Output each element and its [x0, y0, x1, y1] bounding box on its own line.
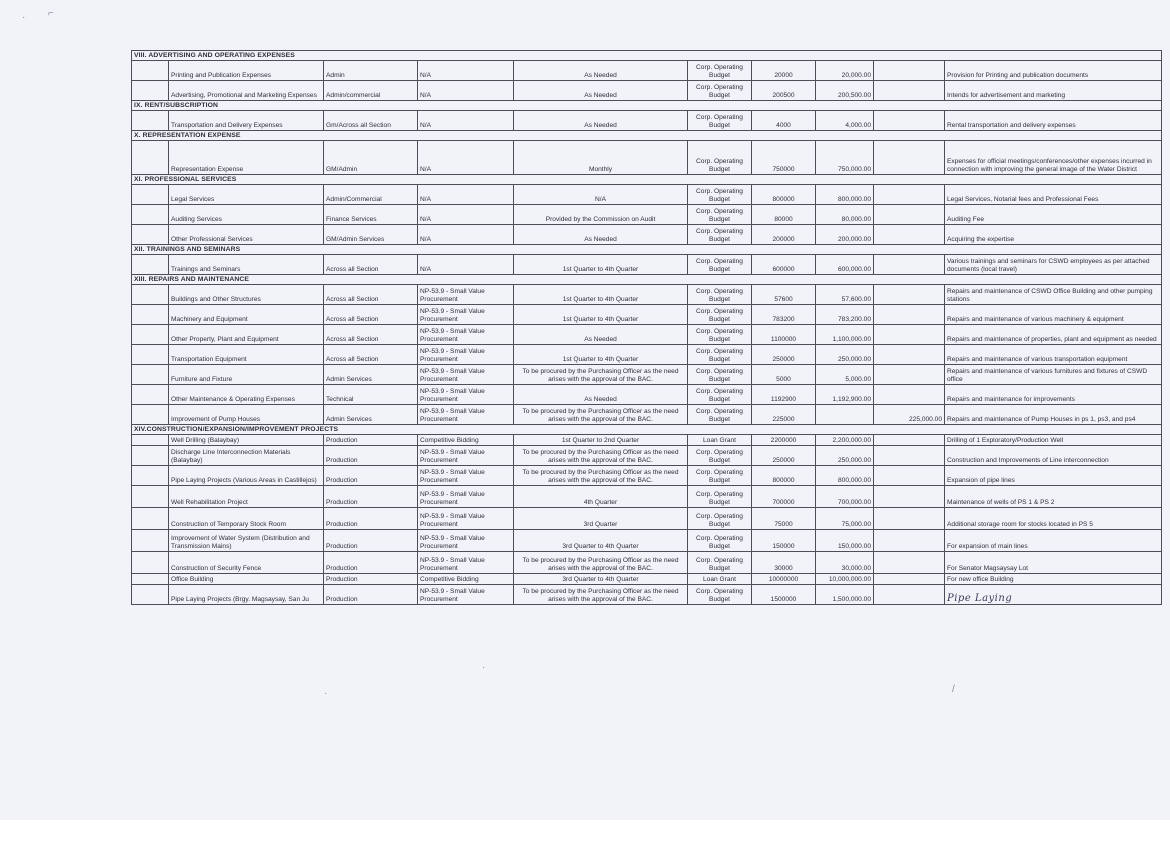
cell-remarks: Additional storage room for stocks located in PS 5	[945, 508, 1162, 530]
cell-office: Production	[324, 552, 418, 574]
cell-mode: Competitive Bidding	[418, 574, 514, 585]
cell-extra	[874, 435, 945, 446]
cell-office: Across all Section	[324, 305, 418, 325]
scan-mark: /	[952, 684, 955, 695]
cell-source: Corp. Operating Budget	[688, 365, 752, 385]
table-row	[132, 141, 1162, 175]
cell-extra	[874, 285, 945, 305]
cell-remarks: Expansion of pipe lines	[945, 466, 1162, 486]
section-title: XIV.CONSTRUCTION/EXPANSION/IMPROVEMENT PROJECTS	[132, 425, 1162, 435]
cell-remarks: Various trainings and seminars for CSWD employees as per attached documents (local travel)	[945, 255, 1162, 275]
cell-item: Improvement of Pump Houses	[169, 405, 324, 425]
cell-extra	[874, 325, 945, 345]
cell-schedule: 1st Quarter to 4th Quarter	[514, 285, 688, 305]
cell-extra	[874, 141, 945, 175]
cell-mode: NP-53.9 - Small Value Procurement	[418, 365, 514, 385]
cell-extra	[874, 585, 945, 605]
cell-office: Gm/Across all Section	[324, 111, 418, 131]
cell-remarks: Drilling of 1 Exploratory/Production Well	[945, 435, 1162, 446]
cell-amount: 750000	[752, 141, 816, 175]
cell-amount: 5000	[752, 365, 816, 385]
cell-item: Other Maintenance & Operating Expenses	[169, 385, 324, 405]
cell-mode: NP-53.9 - Small Value Procurement	[418, 405, 514, 425]
cell-amount: 225000	[752, 405, 816, 425]
cell-source: Corp. Operating Budget	[688, 305, 752, 325]
cell-schedule: 3rd Quarter to 4th Quarter	[514, 530, 688, 552]
cell-extra	[874, 81, 945, 101]
cell-amount: 2200000	[752, 435, 816, 446]
cell-total: 57,600.00	[816, 285, 874, 305]
cell-office: Production	[324, 508, 418, 530]
table-row	[132, 305, 1162, 325]
cell-source: Corp. Operating Budget	[688, 141, 752, 175]
cell-schedule: N/A	[514, 185, 688, 205]
cell-extra	[874, 185, 945, 205]
cell-schedule: To be procured by the Purchasing Officer as the need arises with the approval of the BAC.	[514, 585, 688, 605]
section-header-row	[132, 175, 1162, 185]
cell-mode: NP-53.9 - Small Value Procurement	[418, 530, 514, 552]
cell-remarks: For Senator Magsaysay Lot	[945, 552, 1162, 574]
cell-extra	[874, 225, 945, 245]
table-row	[132, 345, 1162, 365]
cell-office: Across all Section	[324, 325, 418, 345]
cell-office: Production	[324, 585, 418, 605]
section-title: XII. TRAININGS AND SEMINARS	[132, 245, 1162, 255]
cell-remarks	[945, 585, 1162, 605]
cell-remarks: Acquiring the expertise	[945, 225, 1162, 245]
cell-mode: NP-53.9 - Small Value Procurement	[418, 385, 514, 405]
cell-schedule: 1st Quarter to 4th Quarter	[514, 345, 688, 365]
cell-blank	[132, 385, 169, 405]
cell-mode: NP-53.9 - Small Value Procurement	[418, 486, 514, 508]
cell-remarks: Auditing Fee	[945, 205, 1162, 225]
cell-schedule: 3rd Quarter to 4th Quarter	[514, 574, 688, 585]
cell-item: Well Drilling (Balaybay)	[169, 435, 324, 446]
table-row	[132, 365, 1162, 385]
cell-schedule: As Needed	[514, 61, 688, 81]
cell-extra	[874, 508, 945, 530]
cell-extra	[874, 61, 945, 81]
cell-total: 200,000.00	[816, 225, 874, 245]
cell-item: Transportation and Delivery Expenses	[169, 111, 324, 131]
cell-source: Corp. Operating Budget	[688, 185, 752, 205]
cell-total: 1,500,000.00	[816, 585, 874, 605]
cell-total: 800,000.00	[816, 185, 874, 205]
table-row	[132, 486, 1162, 508]
section-title: VIII. ADVERTISING AND OPERATING EXPENSES	[132, 51, 1162, 61]
cell-source: Corp. Operating Budget	[688, 385, 752, 405]
cell-blank	[132, 285, 169, 305]
table-row	[132, 585, 1162, 605]
section-header-row	[132, 275, 1162, 285]
cell-source: Corp. Operating Budget	[688, 530, 752, 552]
cell-source: Corp. Operating Budget	[688, 466, 752, 486]
cell-total: 700,000.00	[816, 486, 874, 508]
cell-mode: NP-53.9 - Small Value Procurement	[418, 466, 514, 486]
cell-schedule: Monthly	[514, 141, 688, 175]
cell-amount: 30000	[752, 552, 816, 574]
cell-amount: 20000	[752, 61, 816, 81]
table-row	[132, 285, 1162, 305]
cell-item: Construction of Security Fence	[169, 552, 324, 574]
cell-remarks: For new office Building	[945, 574, 1162, 585]
cell-blank	[132, 508, 169, 530]
cell-total: 5,000.00	[816, 365, 874, 385]
cell-office: Admin Services	[324, 405, 418, 425]
cell-remarks: Repairs and maintenance for improvements	[945, 385, 1162, 405]
cell-extra	[874, 486, 945, 508]
cell-source: Corp. Operating Budget	[688, 446, 752, 466]
cell-mode: NP-53.9 - Small Value Procurement	[418, 552, 514, 574]
cell-office: Technical	[324, 385, 418, 405]
cell-schedule: As Needed	[514, 111, 688, 131]
cell-office: Production	[324, 530, 418, 552]
cell-amount: 800000	[752, 466, 816, 486]
cell-blank	[132, 325, 169, 345]
cell-extra	[874, 574, 945, 585]
cell-blank	[132, 405, 169, 425]
cell-extra	[874, 530, 945, 552]
cell-total: 1,100,000.00	[816, 325, 874, 345]
cell-source: Loan Grant	[688, 574, 752, 585]
cell-remarks: Repairs and maintenance of various transportation equipment	[945, 345, 1162, 365]
cell-extra	[874, 446, 945, 466]
cell-total: 2,200,000.00	[816, 435, 874, 446]
cell-source: Corp. Operating Budget	[688, 111, 752, 131]
cell-office: Finance Services	[324, 205, 418, 225]
cell-mode: N/A	[418, 255, 514, 275]
cell-remarks: Legal Services, Notarial fees and Professional Fees	[945, 185, 1162, 205]
cell-mode: N/A	[418, 61, 514, 81]
cell-total: 1,192,900.00	[816, 385, 874, 405]
cell-schedule: To be procured by the Purchasing Officer as the need arises with the approval of the BAC.	[514, 552, 688, 574]
cell-item: Furniture and Fixture	[169, 365, 324, 385]
cell-extra	[874, 205, 945, 225]
cell-blank	[132, 466, 169, 486]
cell-item: Buildings and Other Structures	[169, 285, 324, 305]
cell-blank	[132, 486, 169, 508]
cell-remarks: Expenses for official meetings/conferences/other expenses incurred in connection with improving the general image of the Water District	[945, 141, 1162, 175]
cell-schedule: To be procured by the Purchasing Officer as the need arises with the approval of the BAC.	[514, 466, 688, 486]
cell-amount: 1500000	[752, 585, 816, 605]
cell-remarks: Repairs and maintenance of various furnitures and fixtures of CSWD office	[945, 365, 1162, 385]
cell-blank	[132, 435, 169, 446]
cell-office: Across all Section	[324, 255, 418, 275]
cell-schedule: 1st Quarter to 2nd Quarter	[514, 435, 688, 446]
table-row	[132, 225, 1162, 245]
cell-item: Representation Expense	[169, 141, 324, 175]
cell-item: Transportation Equipment	[169, 345, 324, 365]
cell-schedule: 3rd Quarter	[514, 508, 688, 530]
cell-office: Admin/Commercial	[324, 185, 418, 205]
cell-item: Pipe Laying Projects (Various Areas in Castillejos)	[169, 466, 324, 486]
table-row	[132, 574, 1162, 585]
cell-item: Auditing Services	[169, 205, 324, 225]
cell-item: Machinery and Equipment	[169, 305, 324, 325]
cell-blank	[132, 255, 169, 275]
cell-item: Legal Services	[169, 185, 324, 205]
cell-mode: NP-53.9 - Small Value Procurement	[418, 325, 514, 345]
section-title: XIII. REPAIRS AND MAINTENANCE	[132, 275, 1162, 285]
cell-blank	[132, 141, 169, 175]
cell-office: Admin Services	[324, 365, 418, 385]
cell-source: Corp. Operating Budget	[688, 405, 752, 425]
cell-blank	[132, 574, 169, 585]
cell-source: Corp. Operating Budget	[688, 585, 752, 605]
cell-source: Corp. Operating Budget	[688, 61, 752, 81]
section-header-row	[132, 51, 1162, 61]
cell-office: Production	[324, 466, 418, 486]
cell-schedule: 1st Quarter to 4th Quarter	[514, 305, 688, 325]
cell-remarks: Provision for Printing and publication documents	[945, 61, 1162, 81]
cell-amount: 4000	[752, 111, 816, 131]
cell-blank	[132, 365, 169, 385]
cell-blank	[132, 305, 169, 325]
table-row	[132, 385, 1162, 405]
cell-source: Corp. Operating Budget	[688, 552, 752, 574]
cell-total: 200,500.00	[816, 81, 874, 101]
procurement-plan-table	[131, 50, 1162, 605]
cell-total: 783,200.00	[816, 305, 874, 325]
cell-extra	[874, 345, 945, 365]
cell-schedule: 1st Quarter to 4th Quarter	[514, 255, 688, 275]
cell-extra	[874, 111, 945, 131]
cell-extra	[874, 305, 945, 325]
cell-source: Corp. Operating Budget	[688, 325, 752, 345]
table-row	[132, 466, 1162, 486]
scan-mark: ·	[22, 12, 26, 23]
cell-total: 800,000.00	[816, 466, 874, 486]
cell-extra	[874, 365, 945, 385]
cell-total: 75,000.00	[816, 508, 874, 530]
table-row	[132, 81, 1162, 101]
cell-mode: NP-53.9 - Small Value Procurement	[418, 446, 514, 466]
section-title: X. REPRESENTATION EXPENSE	[132, 131, 1162, 141]
cell-blank	[132, 585, 169, 605]
cell-schedule: As Needed	[514, 81, 688, 101]
cell-remarks: Rental transportation and delivery expenses	[945, 111, 1162, 131]
cell-amount: 150000	[752, 530, 816, 552]
scan-mark: ·	[482, 662, 486, 673]
scan-mark: ·	[324, 688, 328, 699]
cell-schedule: As Needed	[514, 325, 688, 345]
cell-blank	[132, 81, 169, 101]
cell-source: Corp. Operating Budget	[688, 225, 752, 245]
cell-blank	[132, 345, 169, 365]
cell-extra	[874, 255, 945, 275]
cell-amount: 10000000	[752, 574, 816, 585]
cell-schedule: To be procured by the Purchasing Officer as the need arises with the approval of the BAC.	[514, 446, 688, 466]
table-row	[132, 255, 1162, 275]
cell-mode: N/A	[418, 185, 514, 205]
cell-amount: 250000	[752, 345, 816, 365]
cell-item: Other Property, Plant and Equipment	[169, 325, 324, 345]
cell-source: Corp. Operating Budget	[688, 508, 752, 530]
cell-amount: 783200	[752, 305, 816, 325]
cell-amount: 800000	[752, 185, 816, 205]
cell-extra	[874, 466, 945, 486]
cell-remarks: Intends for advertisement and marketing	[945, 81, 1162, 101]
section-header-row	[132, 425, 1162, 435]
table-row	[132, 530, 1162, 552]
cell-item: Pipe Laying Projects (Brgy. Magsaysay, San Ju	[169, 585, 324, 605]
table-row	[132, 325, 1162, 345]
section-header-row	[132, 101, 1162, 111]
cell-office: Across all Section	[324, 345, 418, 365]
cell-mode: NP-53.9 - Small Value Procurement	[418, 345, 514, 365]
table-row	[132, 405, 1162, 425]
table-row	[132, 205, 1162, 225]
scan-mark: ⌐	[48, 8, 54, 19]
cell-office: Production	[324, 435, 418, 446]
scan-edge	[0, 820, 1170, 850]
cell-item: Trainings and Seminars	[169, 255, 324, 275]
cell-total: 250,000.00	[816, 446, 874, 466]
cell-office: GM/Admin Services	[324, 225, 418, 245]
cell-remarks: Repairs and maintenance of properties, plant and equipment as needed	[945, 325, 1162, 345]
cell-schedule: 4th Quarter	[514, 486, 688, 508]
table-row	[132, 508, 1162, 530]
cell-item: Improvement of Water System (Distribution and Transmission Mains)	[169, 530, 324, 552]
cell-extra: 225,000.00	[874, 405, 945, 425]
cell-item: Well Rehabilitation Project	[169, 486, 324, 508]
cell-blank	[132, 111, 169, 131]
cell-total: 250,000.00	[816, 345, 874, 365]
cell-schedule: To be procured by the Purchasing Officer as the need arises with the approval of the BAC.	[514, 405, 688, 425]
cell-total: 20,000.00	[816, 61, 874, 81]
cell-remarks: For expansion of main lines	[945, 530, 1162, 552]
cell-schedule: To be procured by the Purchasing Officer as the need arises with the approval of the BAC.	[514, 365, 688, 385]
table-row	[132, 185, 1162, 205]
cell-mode: NP-53.9 - Small Value Procurement	[418, 305, 514, 325]
table-row	[132, 111, 1162, 131]
cell-blank	[132, 61, 169, 81]
cell-amount: 200500	[752, 81, 816, 101]
cell-total: 750,000.00	[816, 141, 874, 175]
cell-total: 30,000.00	[816, 552, 874, 574]
cell-office: Admin/commercial	[324, 81, 418, 101]
cell-office: Production	[324, 446, 418, 466]
cell-remarks: Repairs and maintenance of Pump Houses in ps 1, ps3, and ps4	[945, 405, 1162, 425]
cell-mode: N/A	[418, 81, 514, 101]
cell-mode: N/A	[418, 141, 514, 175]
table-row	[132, 446, 1162, 466]
cell-total: 150,000.00	[816, 530, 874, 552]
cell-mode: N/A	[418, 205, 514, 225]
section-header-row	[132, 131, 1162, 141]
cell-schedule: As Needed	[514, 225, 688, 245]
section-title: XI. PROFESSIONAL SERVICES	[132, 175, 1162, 185]
cell-item: Other Professional Services	[169, 225, 324, 245]
cell-source: Corp. Operating Budget	[688, 81, 752, 101]
cell-blank	[132, 446, 169, 466]
cell-total: 80,000.00	[816, 205, 874, 225]
cell-remarks: Maintenance of wells of PS 1 & PS 2	[945, 486, 1162, 508]
cell-remarks: Construction and Improvements of Line interconnection	[945, 446, 1162, 466]
cell-mode: NP-53.9 - Small Value Procurement	[418, 585, 514, 605]
cell-total: 4,000.00	[816, 111, 874, 131]
cell-amount: 1100000	[752, 325, 816, 345]
cell-amount: 80000	[752, 205, 816, 225]
cell-total: 600,000.00	[816, 255, 874, 275]
cell-blank	[132, 185, 169, 205]
cell-mode: N/A	[418, 225, 514, 245]
cell-schedule: Provided by the Commission on Audit	[514, 205, 688, 225]
cell-source: Corp. Operating Budget	[688, 486, 752, 508]
cell-item: Construction of Temporary Stock Room	[169, 508, 324, 530]
cell-blank	[132, 552, 169, 574]
cell-mode: N/A	[418, 111, 514, 131]
cell-office: Across all Section	[324, 285, 418, 305]
cell-amount: 700000	[752, 486, 816, 508]
cell-office: GM/Admin	[324, 141, 418, 175]
cell-mode: Competitive Bidding	[418, 435, 514, 446]
cell-total	[816, 405, 874, 425]
cell-blank	[132, 225, 169, 245]
cell-item: Office Building	[169, 574, 324, 585]
cell-amount: 200000	[752, 225, 816, 245]
cell-extra	[874, 552, 945, 574]
cell-source: Corp. Operating Budget	[688, 255, 752, 275]
cell-item: Discharge Line Interconnection Materials (Balaybay)	[169, 446, 324, 466]
cell-mode: NP-53.9 - Small Value Procurement	[418, 285, 514, 305]
cell-remarks: Repairs and maintenance of CSWD Office Building and other pumping stations	[945, 285, 1162, 305]
cell-amount: 250000	[752, 446, 816, 466]
cell-source: Corp. Operating Budget	[688, 285, 752, 305]
cell-item: Advertising, Promotional and Marketing Expenses	[169, 81, 324, 101]
cell-office: Admin	[324, 61, 418, 81]
table-row	[132, 552, 1162, 574]
cell-office: Production	[324, 574, 418, 585]
cell-source: Loan Grant	[688, 435, 752, 446]
cell-blank	[132, 205, 169, 225]
cell-item: Printing and Publication Expenses	[169, 61, 324, 81]
cell-source: Corp. Operating Budget	[688, 205, 752, 225]
table-row	[132, 61, 1162, 81]
cell-office: Production	[324, 486, 418, 508]
handwritten-note: Pipe Laying	[947, 593, 1013, 604]
cell-amount: 1192900	[752, 385, 816, 405]
cell-remarks: Repairs and maintenance of various machinery & equipment	[945, 305, 1162, 325]
section-title: IX. RENT/SUBSCRIPTION	[132, 101, 1162, 111]
cell-schedule: As Needed	[514, 385, 688, 405]
section-header-row	[132, 245, 1162, 255]
cell-amount: 57600	[752, 285, 816, 305]
cell-amount: 75000	[752, 508, 816, 530]
cell-mode: NP-53.9 - Small Value Procurement	[418, 508, 514, 530]
cell-total: 10,000,000.00	[816, 574, 874, 585]
cell-amount: 600000	[752, 255, 816, 275]
cell-extra	[874, 385, 945, 405]
table-row	[132, 435, 1162, 446]
cell-blank	[132, 530, 169, 552]
cell-source: Corp. Operating Budget	[688, 345, 752, 365]
